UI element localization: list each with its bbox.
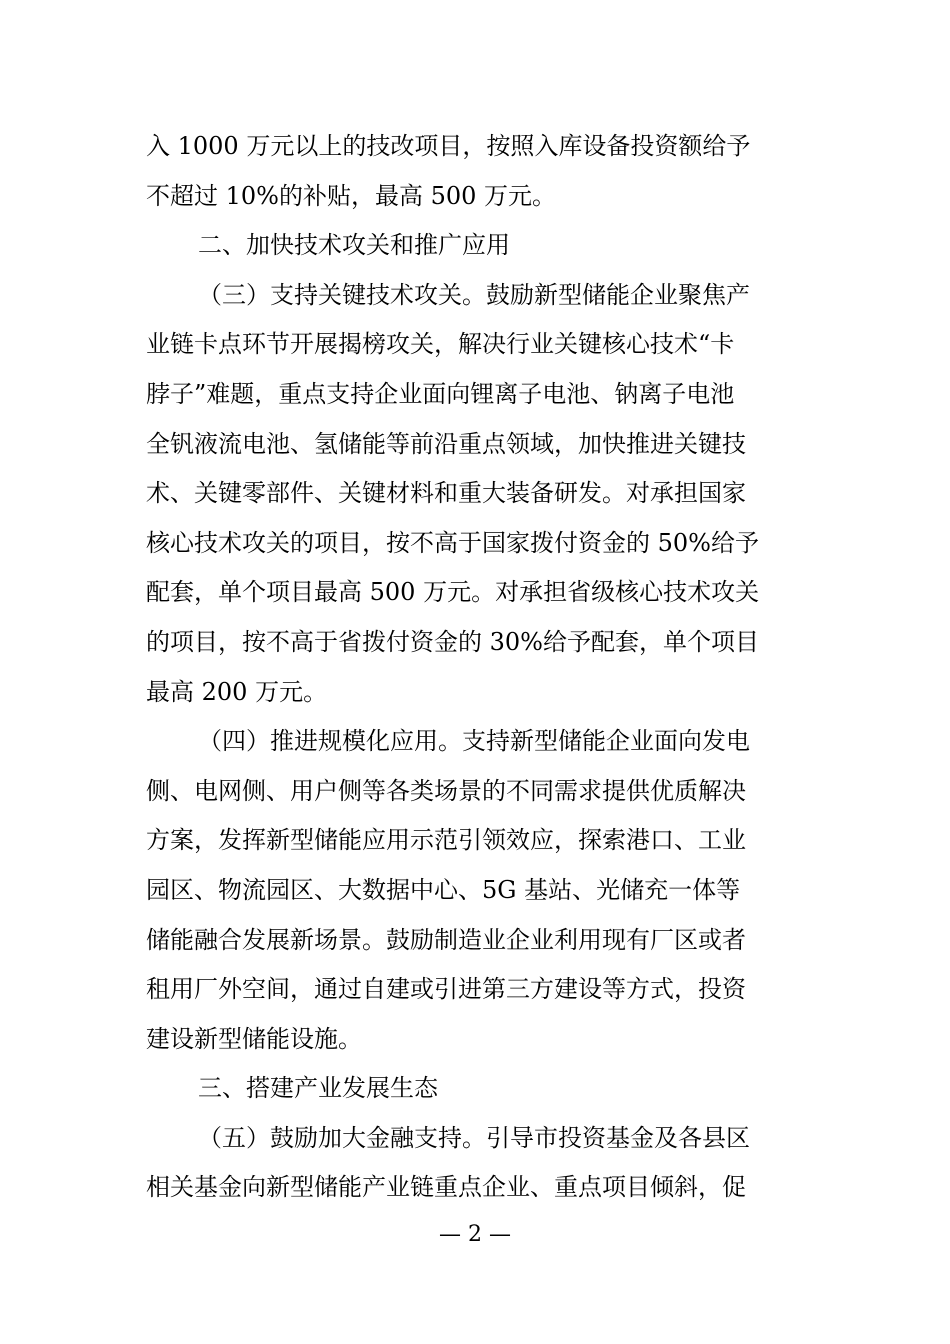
text-line: 术、关键零部件、关键材料和重大装备研发。对承担国家 [146, 479, 746, 508]
text-line: 租用厂外空间，通过自建或引进第三方建设等方式，投资 [146, 975, 746, 1004]
section-heading: 二、加快技术攻关和推广应用 [198, 231, 510, 260]
text-line: 建设新型储能设施。 [146, 1024, 362, 1053]
text-line: 配套，单个项目最高 500 万元。对承担省级核心技术攻关 [146, 578, 760, 607]
text-line: 园区、物流园区、大数据中心、5G 基站、光储充一体等 [146, 875, 741, 904]
body-text [146, 122, 810, 1213]
text-line: 相关基金向新型储能产业链重点企业、重点项目倾斜，促 [146, 1173, 746, 1202]
text-line: 入 1000 万元以上的技改项目，按照入库设备投资额给予 [146, 132, 751, 160]
paragraph-start: （四）推进规模化应用。支持新型储能企业面向发电 [198, 727, 750, 756]
page-number: — 2 — [439, 1222, 511, 1247]
paragraph-start: （三）支持关键技术攻关。鼓励新型储能企业聚焦产 [198, 280, 750, 309]
text-line: 业链卡点环节开展揭榜攻关，解决行业关键核心技术“卡 [146, 330, 735, 359]
text-line: 不超过 10%的补贴，最高 500 万元。 [146, 181, 557, 210]
text-line: 方案，发挥新型储能应用示范引领效应，探索港口、工业 [146, 826, 746, 855]
text-line: 的项目，按不高于省拨付资金的 30%给予配套，单个项目 [146, 627, 759, 656]
text-line: 核心技术攻关的项目，按不高于国家拨付资金的 50%给予 [146, 528, 759, 557]
text-line: 最高 200 万元。 [146, 677, 328, 706]
text-line: 侧、电网侧、用户侧等各类场景的不同需求提供优质解决 [146, 776, 746, 805]
paragraph-start: （五）鼓励加大金融支持。引导市投资基金及各县区 [198, 1123, 750, 1152]
text-line: 全钒液流电池、氢储能等前沿重点领域，加快推进关键技 [146, 429, 746, 458]
section-heading: 三、搭建产业发展生态 [198, 1074, 438, 1103]
text-line: 储能融合发展新场景。鼓励制造业企业利用现有厂区或者 [146, 925, 746, 954]
text-line: 脖子”难题，重点支持企业面向锂离子电池、钠离子电池 [146, 379, 735, 408]
